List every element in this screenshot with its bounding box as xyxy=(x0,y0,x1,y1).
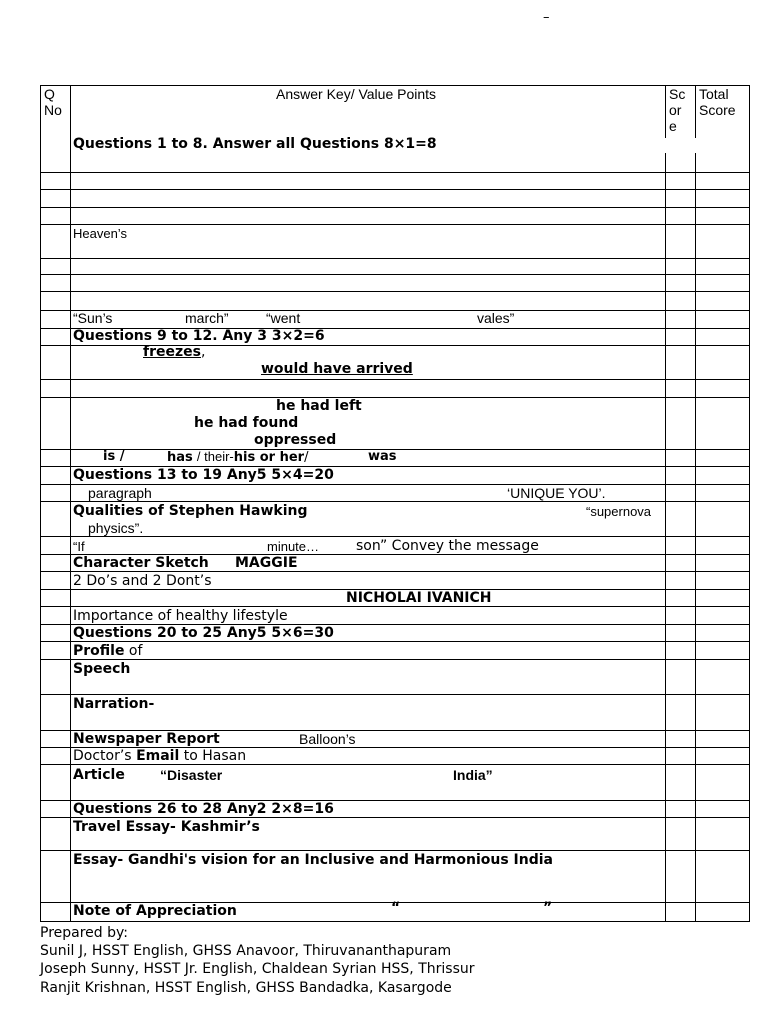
answer-minute: minute… xyxy=(267,539,320,554)
table-row-line xyxy=(40,172,750,173)
section-2-heading: Questions 9 to 12. Any 3 3×2=6 xyxy=(73,328,325,344)
answer-was: was xyxy=(368,449,397,464)
answer-heavens: Heaven’s xyxy=(73,226,127,241)
answer-key-table xyxy=(40,85,750,921)
answer-qualities: Qualities of Stephen Hawking xyxy=(73,503,308,519)
answer-email-group xyxy=(73,749,246,763)
credit-line-3: Ranjit Krishnan, HSST English, GHSS Bandadka, Kasargode xyxy=(40,979,452,996)
section-5-heading: Questions 26 to 28 Any2 2×8=16 xyxy=(73,801,334,817)
answer-freezes-group xyxy=(143,345,205,359)
answer-india: India” xyxy=(453,767,493,783)
answer-open-quote: “ xyxy=(391,900,401,916)
answer-disaster: “Disaster xyxy=(160,767,223,783)
answer-speech: Speech xyxy=(73,661,131,677)
table-row-line xyxy=(40,606,750,607)
answer-dos-donts: 2 Do’s and 2 Dont’s xyxy=(73,573,212,589)
answer-article: Article xyxy=(73,767,125,783)
answer-to-hasan: to Hasan xyxy=(179,748,247,764)
table-row-line xyxy=(40,501,750,502)
answer-close-quote: ” xyxy=(543,900,553,916)
table-row-line xyxy=(40,536,750,537)
table-row-line xyxy=(40,189,750,190)
answer-profile: Profile xyxy=(73,643,125,659)
footer-credits xyxy=(40,924,475,997)
answer-newspaper-report: Newspaper Report xyxy=(73,731,220,747)
answer-is-text: is / xyxy=(103,449,125,464)
answer-slash: / xyxy=(304,450,309,465)
answer-went: “went xyxy=(266,310,301,326)
table-column-line xyxy=(749,85,750,922)
answer-narration: Narration- xyxy=(73,696,155,712)
table-column-line xyxy=(665,153,666,922)
answer-his-or-her: his or her xyxy=(233,450,305,465)
table-row-line xyxy=(40,310,750,311)
answer-unique-you: ‘UNIQUE YOU’. xyxy=(507,485,606,501)
section-4-heading: Questions 20 to 25 Any5 5×6=30 xyxy=(73,625,334,641)
answer-freezes: freezes xyxy=(143,344,201,360)
section-1-heading: Questions 1 to 8. Answer all Questions 8×1=8 xyxy=(73,136,437,152)
answer-has: has xyxy=(167,450,193,465)
table-row-line xyxy=(40,817,750,818)
answer-son-convey: son” Convey the message xyxy=(356,538,539,554)
answer-would-have-arrived: would have arrived xyxy=(261,361,413,377)
answer-profile-group xyxy=(73,644,142,658)
table-column-line xyxy=(70,85,71,922)
credit-line-2: Joseph Sunny, HSST Jr. English, Chaldean Syrian HSS, Thrissur xyxy=(40,961,475,978)
answer-has-group xyxy=(167,450,308,464)
table-row-line xyxy=(40,379,750,380)
table-row-line xyxy=(40,258,750,259)
answer-physics: physics”. xyxy=(88,520,144,536)
answer-character-sketch: Character Sketch xyxy=(73,555,209,571)
answer-he-had-left: he had left xyxy=(276,398,362,414)
answer-profile-of: of xyxy=(124,643,143,659)
answer-healthy-lifestyle: Importance of healthy lifestyle xyxy=(73,608,288,624)
answer-travel-essay: Travel Essay- Kashmir’s xyxy=(73,819,260,835)
header-total-score: Total Score xyxy=(699,86,736,118)
answer-supernova: “supernova xyxy=(586,504,652,519)
table-row-line xyxy=(40,641,750,642)
table-row-line xyxy=(40,764,750,765)
answer-is xyxy=(103,450,124,463)
table-row-line xyxy=(40,291,750,292)
header-q-no: Q No xyxy=(44,86,62,118)
answer-freezes-comma: , xyxy=(200,344,206,360)
answer-if: “If xyxy=(73,539,85,554)
answer-paragraph: paragraph xyxy=(88,485,152,501)
table-column-line xyxy=(665,85,666,138)
top-dash: – xyxy=(543,10,550,25)
answer-email: Email xyxy=(136,748,180,764)
answer-march: march” xyxy=(185,310,229,326)
answer-he-had-found: he had found xyxy=(194,415,299,431)
credit-line-1: Sunil J, HSST English, GHSS Anavoor, Thiruvananthapuram xyxy=(40,943,452,960)
table-row-line xyxy=(40,571,750,572)
header-score: Sc or e xyxy=(669,86,686,134)
table-row-line xyxy=(40,274,750,275)
table-row-line xyxy=(40,921,750,922)
table-row-line xyxy=(40,850,750,851)
prepared-by: Prepared by: xyxy=(40,925,128,941)
table-row-line xyxy=(40,207,750,208)
table-column-line xyxy=(695,85,696,138)
answer-oppressed: oppressed xyxy=(254,432,337,448)
header-answer-key: Answer Key/ Value Points xyxy=(276,86,437,102)
answer-suns: “Sun’s xyxy=(73,310,113,326)
section-3-heading: Questions 13 to 19 Any5 5×4=20 xyxy=(73,467,334,483)
answer-nicholai: NICHOLAI IVANICH xyxy=(346,590,492,606)
table-row-line xyxy=(40,224,750,225)
table-row-line xyxy=(40,397,750,398)
answer-vales: vales” xyxy=(477,310,515,326)
answer-note-of-appreciation: Note of Appreciation xyxy=(73,903,237,919)
table-row-line xyxy=(40,694,750,695)
answer-doctors: Doctor’s xyxy=(73,748,137,764)
answer-maggie: MAGGIE xyxy=(235,555,298,571)
table-row-line xyxy=(40,659,750,660)
table-column-line xyxy=(695,153,696,922)
table-column-line xyxy=(40,85,41,922)
answer-their: / their- xyxy=(196,449,234,464)
answer-balloons: Balloon’s xyxy=(299,731,356,747)
answer-essay-gandhi: Essay- Gandhi's vision for an Inclusive and Harmonious India xyxy=(73,852,553,868)
